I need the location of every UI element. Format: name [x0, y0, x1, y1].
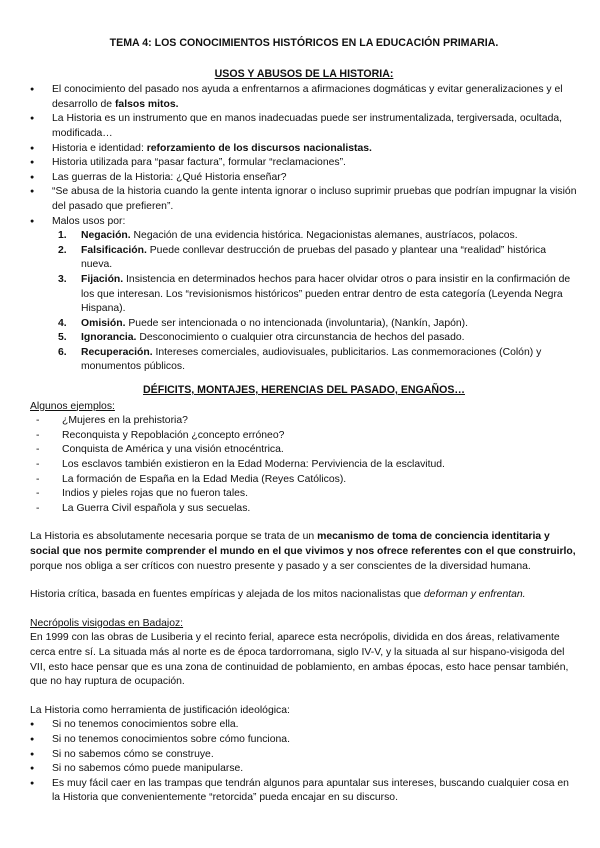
malos-usos-list	[30, 229, 578, 375]
numbered-item: 2. Falsificación. Puede conllevar destrucción de pruebas del pasado y plantear una “realidad” histórica nueva.	[58, 244, 546, 271]
list-item: ● El conocimiento del pasado nos ayuda a enfrentarnos a afirmaciones dogmáticas y evitar generalizaciones y el desarrollo de falsos mitos.	[30, 83, 578, 112]
section-title-deficits: DÉFICITS, MONTAJES, HERENCIAS DEL PASADO, ENGAÑOS…	[143, 384, 465, 397]
usos-abusos-list	[30, 83, 578, 229]
necropolis-title: Necrópolis visigodas en Badajoz:	[30, 617, 184, 629]
list-item: - ¿Mujeres en la prehistoria?	[30, 414, 578, 429]
numbered-item: 6. Recuperación. Intereses comerciales, audiovisuales, publicitarios. Las conmemoraciones (Colón) y monumentos públicos.	[58, 346, 542, 373]
list-item: ● Historia utilizada para “pasar factura”, formular “reclamaciones”.	[30, 156, 578, 171]
list-item: ● Las guerras de la Historia: ¿Qué Historia enseñar?	[30, 171, 578, 186]
list-item: - Conquista de América y una visión etnocéntrica.	[30, 443, 578, 458]
examples-list	[30, 414, 578, 516]
list-item: - Indios y pieles rojas que no fueron tales.	[30, 487, 578, 502]
necropolis-paragraph: En 1999 con las obras de Lusiberia y el recinto ferial, aparece esta necrópolis, dividida en dos áreas, relativamente cerca entre sí. La situada más al norte es de época tardorromana, siglo IV-V, y la situada al sur hispano-visigoda del VII, esto hace pensar que es una zona de continuidad de poblamiento, en ambas épocas, esto hace pensar también, que no hay ruptura de ocupación.	[30, 632, 569, 688]
numbered-item: 4. Omisión. Puede ser intencionada o no intencionada (involuntaria), (Nankín, Japón).	[58, 317, 468, 329]
list-item: - Los esclavos también existieron en la Edad Moderna: Perviviencia de la esclavitud.	[30, 458, 578, 473]
herramienta-title: La Historia como herramienta de justificación ideológica:	[30, 704, 290, 716]
list-item: ● Historia e identidad: reforzamiento de los discursos nacionalistas.	[30, 142, 578, 157]
numbered-item: 1. Negación. Negación de una evidencia histórica. Negacionistas alemanes, austríacos, polacos.	[58, 230, 518, 242]
list-item: ● Si no tenemos conocimientos sobre cómo funciona.	[30, 733, 578, 748]
list-item: - La formación de España en la Edad Media (Reyes Católicos).	[30, 473, 578, 488]
herramienta-list	[30, 718, 578, 806]
section-title-usos-abusos: USOS Y ABUSOS DE LA HISTORIA:	[214, 67, 394, 80]
list-item: ● Si no sabemos cómo puede manipularse.	[30, 762, 578, 777]
examples-label: Algunos ejemplos:	[30, 400, 115, 412]
list-item: ● La Historia es un instrumento que en manos inadecuadas puede ser instrumentalizada, tergiversada, ocultada, modificada…	[30, 112, 578, 141]
paragraph-historia-critica: Historia crítica, basada en fuentes empíricas y alejada de los mitos nacionalistas que deforman y enfrentan.	[30, 589, 526, 601]
paragraph-historia-necesaria: La Historia es absolutamente necesaria porque se trata de un mecanismo de toma de conciencia identitaria y social que nos permite comprender el mundo en el que vivimos y nos ofrece referentes con el que construirlo, porque nos obliga a ser críticos con nuestro presente y pasado y a ser conscientes de la diversidad humana.	[30, 531, 576, 572]
list-item: - La Guerra Civil española y sus secuelas.	[30, 502, 578, 517]
numbered-item: 3. Fijación. Insistencia en determinados hechos para hacer olvidar otros o para insistir en la confirmación de los que interesan. Los “revisionismos históricos” pueden entrar dentro de esta categoría (Leyenda Negra Hispana).	[58, 273, 571, 315]
numbered-item: 5. Ignorancia. Desconocimiento o cualquier otra circunstancia de hechos del pasado.	[58, 332, 465, 344]
document-title: TEMA 4: LOS CONOCIMIENTOS HISTÓRICOS EN LA EDUCACIÓN PRIMARIA.	[109, 37, 499, 49]
list-item: ● Si no sabemos cómo se construye.	[30, 748, 578, 763]
list-item: - Reconquista y Repoblación ¿concepto erróneo?	[30, 429, 578, 444]
list-item: ● “Se abusa de la historia cuando la gente intenta ignorar o incluso suprimir pruebas que podrían impugnar la visión del pasado que prefieren”.	[30, 185, 578, 214]
list-item: ● Malos usos por:	[30, 215, 578, 230]
list-item: ● Si no tenemos conocimientos sobre ella.	[30, 718, 578, 733]
list-item: ● Es muy fácil caer en las trampas que tendrán algunos para apuntalar sus intereses, buscando cualquier cosa en la Historia que convenientemente “retorcida” pueda encajar en su discurso.	[30, 777, 578, 806]
document-page	[30, 36, 578, 806]
